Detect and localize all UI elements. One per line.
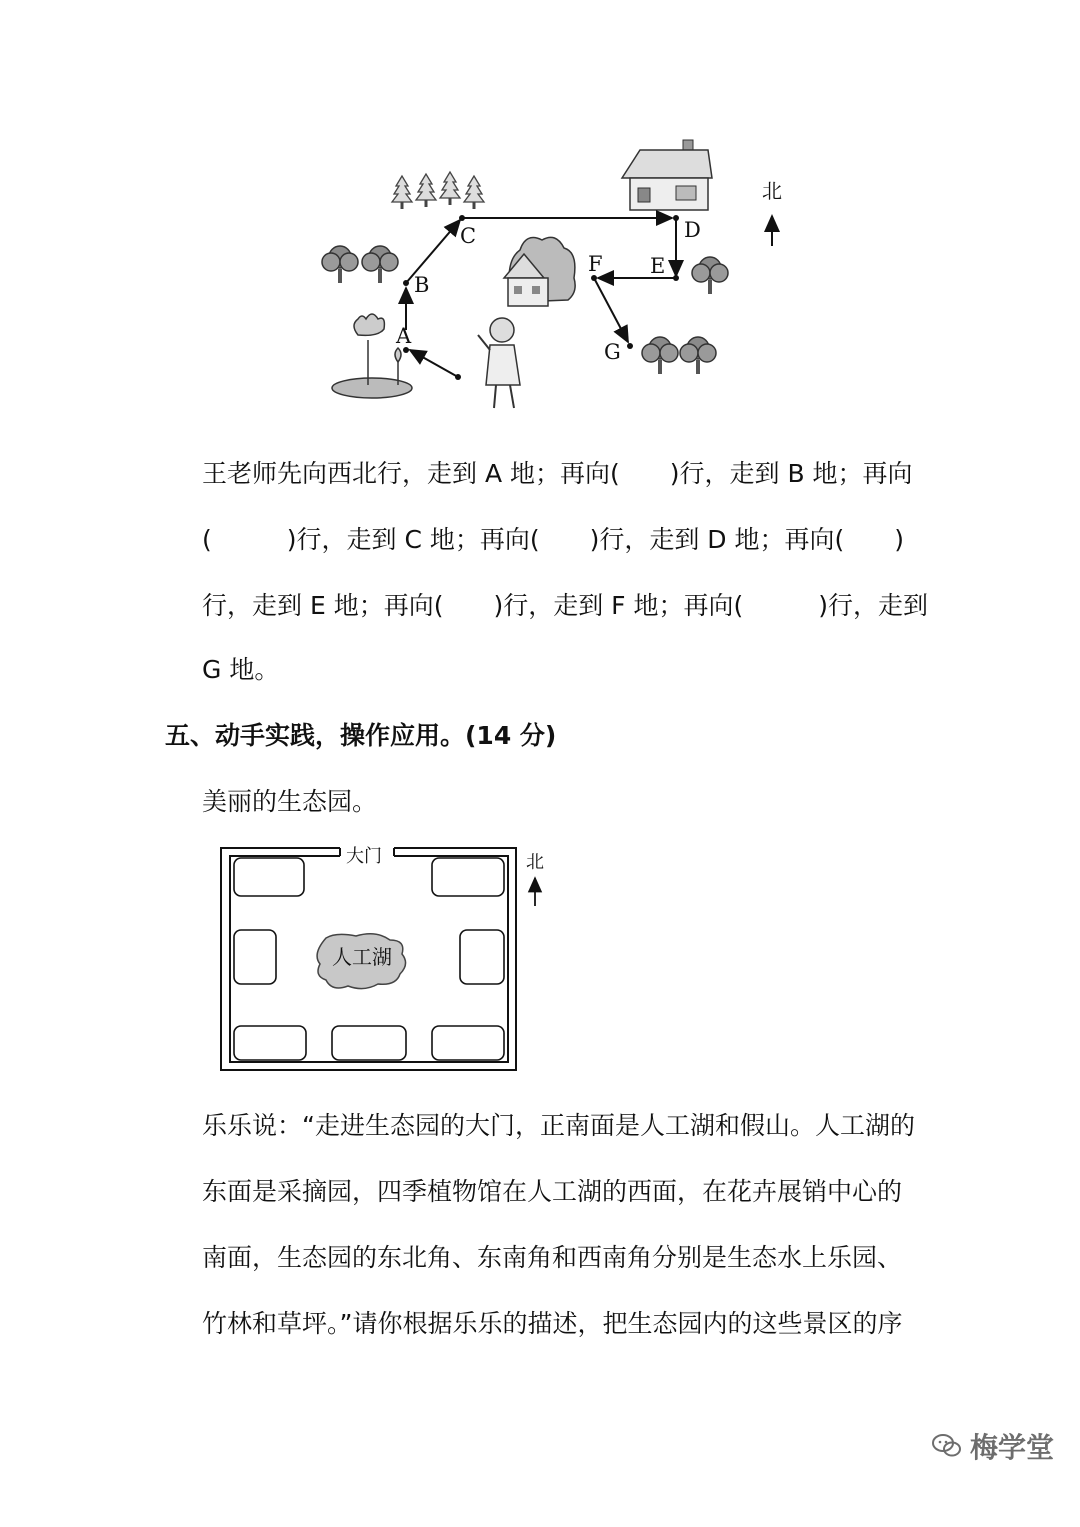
question-line-3 bbox=[202, 588, 928, 624]
eco-park-map bbox=[218, 842, 558, 1074]
question-line-1 bbox=[202, 456, 918, 492]
section-heading: 五、动手实践，操作应用。(14 分) bbox=[165, 721, 557, 750]
paragraph-line-4 bbox=[202, 1306, 918, 1342]
house-icon bbox=[622, 140, 712, 210]
question-text: 行，走到 E 地；再向( )行，走到 F 地；再向( )行，走到 bbox=[202, 591, 928, 620]
paragraph-text: 东面是采摘园，四季植物馆在人工湖的西面，在花卉展销中心的 bbox=[202, 1177, 903, 1206]
point-label-f: F bbox=[588, 252, 603, 276]
point-label-e: E bbox=[650, 254, 666, 278]
point-label-d: D bbox=[684, 218, 701, 242]
watermark bbox=[932, 1426, 1054, 1466]
north-label: 北 bbox=[762, 179, 782, 203]
cabin-icon bbox=[504, 237, 575, 306]
question-text: 王老师先向西北行，走到 A 地；再向( )行，走到 B 地；再向 bbox=[202, 459, 913, 488]
question-text: ( )行，走到 C 地；再向( )行，走到 D 地；再向( ) bbox=[202, 525, 905, 554]
point-label-b: B bbox=[414, 273, 430, 297]
question-text: G 地。 bbox=[202, 655, 280, 684]
paragraph-line-1 bbox=[202, 1108, 918, 1144]
paragraph-line-2 bbox=[202, 1174, 918, 1210]
pine-tree-icon bbox=[392, 172, 484, 209]
teacher-icon bbox=[478, 318, 520, 408]
wechat-icon bbox=[932, 1433, 962, 1459]
paragraph-line-3 bbox=[202, 1240, 918, 1276]
paragraph-text: 乐乐说：“走进生态园的大门，正南面是人工湖和假山。人工湖的 bbox=[202, 1111, 915, 1140]
gate-label: 大门 bbox=[346, 846, 382, 867]
watermark-text: 梅学堂 bbox=[970, 1431, 1055, 1464]
point-label-a: A bbox=[396, 324, 412, 348]
question-line-4 bbox=[202, 652, 918, 688]
north-label: 北 bbox=[526, 852, 544, 873]
paragraph-text: 南面，生态园的东北角、东南角和西南角分别是生态水上乐园、 bbox=[202, 1243, 903, 1272]
point-label-g: G bbox=[604, 340, 621, 364]
route-map bbox=[300, 130, 800, 420]
point-label-c: C bbox=[460, 224, 477, 248]
tree-icon bbox=[322, 246, 398, 283]
paragraph-text: 竹林和草坪。”请你根据乐乐的描述，把生态园内的这些景区的序 bbox=[202, 1309, 903, 1338]
question-line-2 bbox=[202, 522, 918, 558]
section-subtitle: 美丽的生态园。 bbox=[202, 787, 378, 816]
lake-label: 人工湖 bbox=[332, 945, 392, 969]
